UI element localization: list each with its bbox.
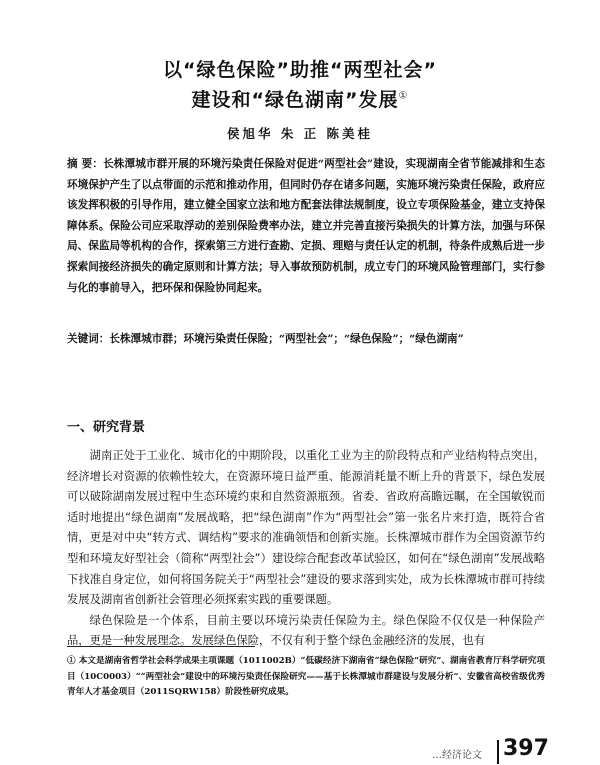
footnote-divider: [67, 646, 255, 647]
page-number: 397: [503, 736, 549, 761]
authors: 侯旭华 朱 正 陈美桂: [226, 126, 374, 141]
abstract: [67, 154, 545, 298]
footnote-mark: ①: [67, 656, 76, 666]
title-line-2-text: 建设和“绿色湖南”发展: [191, 89, 399, 111]
running-head: …经济论文: [432, 750, 482, 761]
keywords-label: 关键词：: [67, 333, 110, 345]
footnote: [67, 654, 545, 701]
abstract-text: 长株潭城市群开展的环境污染责任保险对促进“两型社会”建设，实现湖南全省节能减排和生态环境保护产生了以点带面的示范和推动作用，但同时仍存在诸多问题，实施环境污染责任保险，政府应该发挥积极的引导作用，建立健全国家立法和地方配套法律法规制度，设立专项保险基金，建立支持保障体系。保险公司应采取浮动的差别保险费率办法，建立并完善直接污染损失的计算方法，加强与环保局、保监局等机构的合作，探索第三方进行查勘、定损、理赔与责任认定的机制，待条件成熟后进一步探索间接经济损失的确定原则和计算方法；导入事故预防机制，成立专门的环境风险管理部门，实行参与化的事前导入，把环保和保险协同起来。: [67, 158, 545, 294]
keywords: [67, 330, 545, 348]
body-paragraph-1: 湖南正处于工业化、城市化的中期阶段，以重化工业为主的阶段特点和产业结构特点突出，经济增长对资源的依赖性较大，在资源环境日益严重、能源消耗量不断上升的背景下，绿色发展可以破除湖南发展过程中生态环境约束和自然资源瓶颈。省委、省政府高瞻远瞩，在全国敏锐而适时地提出“绿色湖南”发展战略，把“绿色湖南”作为“两型社会”第一张名片来打造，既符合省情，更是对中央“转方式、调结构”要求的准确领悟和创新实施。长株潭城市群作为全国资源节约型和环境友好型社会（简称“两型社会”）建设综合配套改革试验区，如何在“绿色湖南”发展战略下找准自身定位，如何将国务院关于“两型社会”建设的要求落到实处，成为长株潭城市群可持续发展及湖南省创新社会管理必须探索实践的重要课题。: [67, 449, 545, 607]
section-heading: 一、研究背景: [67, 420, 146, 435]
footnote-text: 本文是湖南省哲学社会科学成果主项课题（1011002B）“低碳经济下湖南省“绿色保险”研究”、湖南省教育厅科学研究项目（10C0003）““两型社会”建设中的环境污染责任保险研究——基于长株潭城市群建设与发展分析”、安徽省高校省级优秀青年人才基金项目（2011SQRW158）阶段性研究成果。: [67, 656, 545, 697]
keywords-text: 长株潭城市群；环境污染责任保险；“两型社会”；“绿色保险”；“绿色湖南”: [109, 333, 464, 345]
title-line-1: 以“绿色保险”助推“两型社会”: [163, 59, 437, 81]
abstract-label: 摘 要：: [67, 158, 104, 170]
body-text: [67, 446, 545, 652]
page-number-bar: [497, 740, 499, 764]
title-footnote-mark[interactable]: ①: [398, 90, 409, 102]
body-paragraph-2: 绿色保险是一个体系，目前主要以环境污染责任保险为主。绿色保险不仅仅是一种保险产品，更是一种发展理念。发展绿色保险，不仅有利于整个绿色金融经济的发展，也有: [67, 613, 545, 648]
title-line-2: [0, 85, 600, 112]
